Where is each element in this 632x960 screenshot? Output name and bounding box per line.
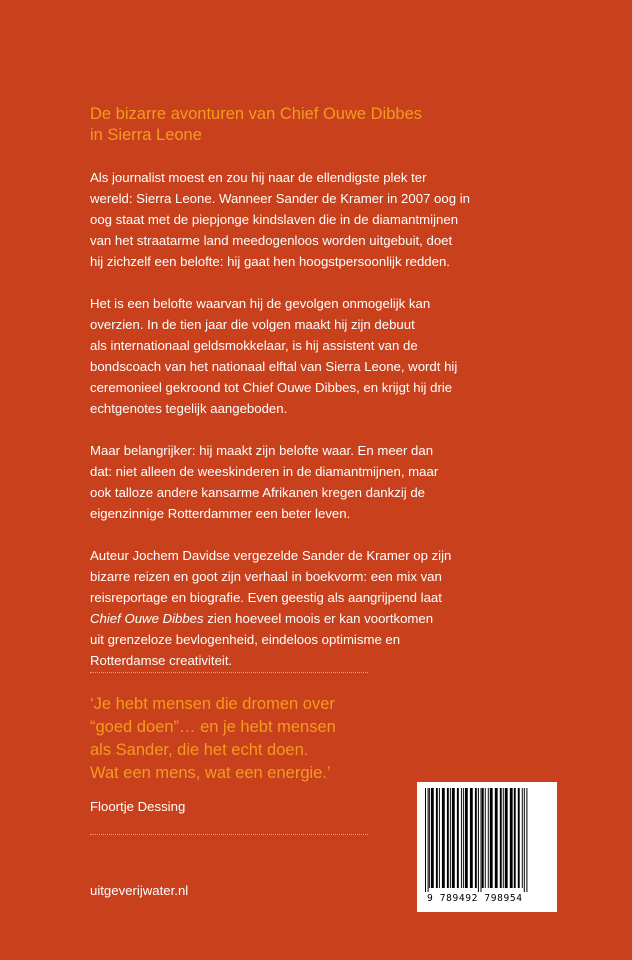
- isbn-number: 9 789492 798954: [427, 893, 523, 904]
- barcode-bar: [495, 788, 498, 888]
- text-line: Als journalist moest en zou hij naar de ellendigste plek ter: [90, 170, 427, 185]
- quote-line-1: ‘Je hebt mensen die dromen over: [90, 695, 335, 713]
- text-line: als internationaal geldsmokkelaar, is hij assistent van de: [90, 338, 418, 353]
- barcode-bars: [423, 788, 551, 892]
- barcode-bar: [428, 788, 429, 892]
- text-line: van het straatarme land meedogenloos worden uitgebuit, doet: [90, 233, 453, 248]
- barcode-bar: [447, 788, 449, 888]
- quote-line-3: als Sander, die het echt doen.: [90, 741, 309, 759]
- text-line: oog staat met de piepjonge kindslaven die in de diamantmijnen: [90, 212, 459, 227]
- barcode-bar: [490, 788, 493, 888]
- blurb-paragraph-3: [90, 440, 550, 524]
- text-line-rest: zien hoeveel moois er kan voortkomen: [203, 611, 434, 626]
- blurb-paragraph-4: [90, 545, 550, 671]
- quote-line-4: Wat een mens, wat een energie.’: [90, 764, 331, 782]
- publisher-website: uitgeverijwater.nl: [90, 883, 189, 898]
- text-line: overzien. In de tien jaar die volgen maakt hij zijn debuut: [90, 317, 415, 332]
- barcode-bar: [485, 788, 486, 888]
- text-line: wereld: Sierra Leone. Wanneer Sander de Kramer in 2007 oog in: [90, 191, 470, 206]
- isbn-barcode: [417, 782, 557, 912]
- barcode-bar: [452, 788, 455, 888]
- barcode-bar: [431, 788, 434, 888]
- barcode-bar: [478, 788, 479, 892]
- barcode-bar: [465, 788, 468, 888]
- text-line: dat: niet alleen de weeskinderen in de diamantmijnen, maar: [90, 464, 439, 479]
- barcode-bar: [463, 788, 464, 888]
- text-line: uit grenzeloze bevlogenheid, eindeloos optimisme en: [90, 632, 401, 647]
- barcode-bar: [481, 788, 482, 892]
- barcode-bar: [439, 788, 440, 888]
- subtitle-line-2: in Sierra Leone: [90, 126, 202, 144]
- text-line: [90, 608, 550, 629]
- pull-quote: [90, 693, 390, 785]
- text-line: Rotterdamse creativiteit.: [90, 653, 233, 668]
- barcode-bar: [461, 788, 462, 888]
- barcode-bar: [510, 788, 513, 888]
- book-subtitle: [90, 104, 550, 146]
- barcode-bar: [429, 788, 430, 888]
- text-line: Maar belangrijker: hij maakt zijn belofte waar. En meer dan: [90, 443, 434, 458]
- text-line: reisreportage en biografie. Even geestig als aangrijpend laat: [90, 590, 442, 605]
- barcode-bar: [436, 788, 438, 888]
- blurb-paragraph-1: [90, 167, 550, 272]
- barcode-bar: [503, 788, 504, 888]
- barcode-bar: [425, 788, 426, 892]
- barcode-bar: [482, 788, 484, 888]
- blurb-paragraph-2: [90, 293, 550, 419]
- text-line: Het is een belofte waarvan hij de gevolgen onmogelijk kan: [90, 296, 431, 311]
- text-line: hij zichzelf een belofte: hij gaat hen hoogstpersoonlijk redden.: [90, 254, 450, 269]
- barcode-bar: [522, 788, 523, 888]
- barcode-bar: [505, 788, 508, 888]
- barcode-bar: [518, 788, 520, 888]
- text-line: Auteur Jochem Davidse vergezelde Sander de Kramer op zijn: [90, 548, 452, 563]
- text-line: bizarre reizen en goot zijn verhaal in boekvorm: een mix van: [90, 569, 442, 584]
- quote-line-2: “goed doen”… en je hebt mensen: [90, 718, 336, 736]
- barcode-bar: [450, 788, 451, 888]
- text-line: ceremonieel gekroond tot Chief Ouwe Dibbes, en krijgt hij drie: [90, 380, 453, 395]
- barcode-bar: [514, 788, 516, 888]
- blurb-text: [90, 167, 550, 692]
- text-line: bondscoach van het nationaal elftal van Sierra Leone, wordt hij: [90, 359, 458, 374]
- dotted-divider-bottom: [90, 834, 368, 835]
- barcode-bar: [475, 788, 477, 888]
- text-line: ook talloze andere kansarme Afrikanen kregen dankzij de: [90, 485, 426, 500]
- barcode-bar: [524, 788, 525, 892]
- barcode-bar: [442, 788, 445, 888]
- text-line: eigenzinnige Rotterdammer een beter leven.: [90, 506, 351, 521]
- barcode-bar: [457, 788, 459, 888]
- book-title-italic: Chief Ouwe Dibbes: [90, 611, 204, 626]
- barcode-bar: [526, 788, 527, 892]
- barcode-bar: [470, 788, 473, 888]
- barcode-bar: [500, 788, 502, 888]
- subtitle-line-1: De bizarre avonturen van Chief Ouwe Dibbes: [90, 105, 423, 123]
- dotted-divider-top: [90, 672, 368, 673]
- quote-author: Floortje Dessing: [90, 799, 186, 814]
- text-line: echtgenotes tegelijk aangeboden.: [90, 401, 288, 416]
- barcode-bar: [488, 788, 489, 888]
